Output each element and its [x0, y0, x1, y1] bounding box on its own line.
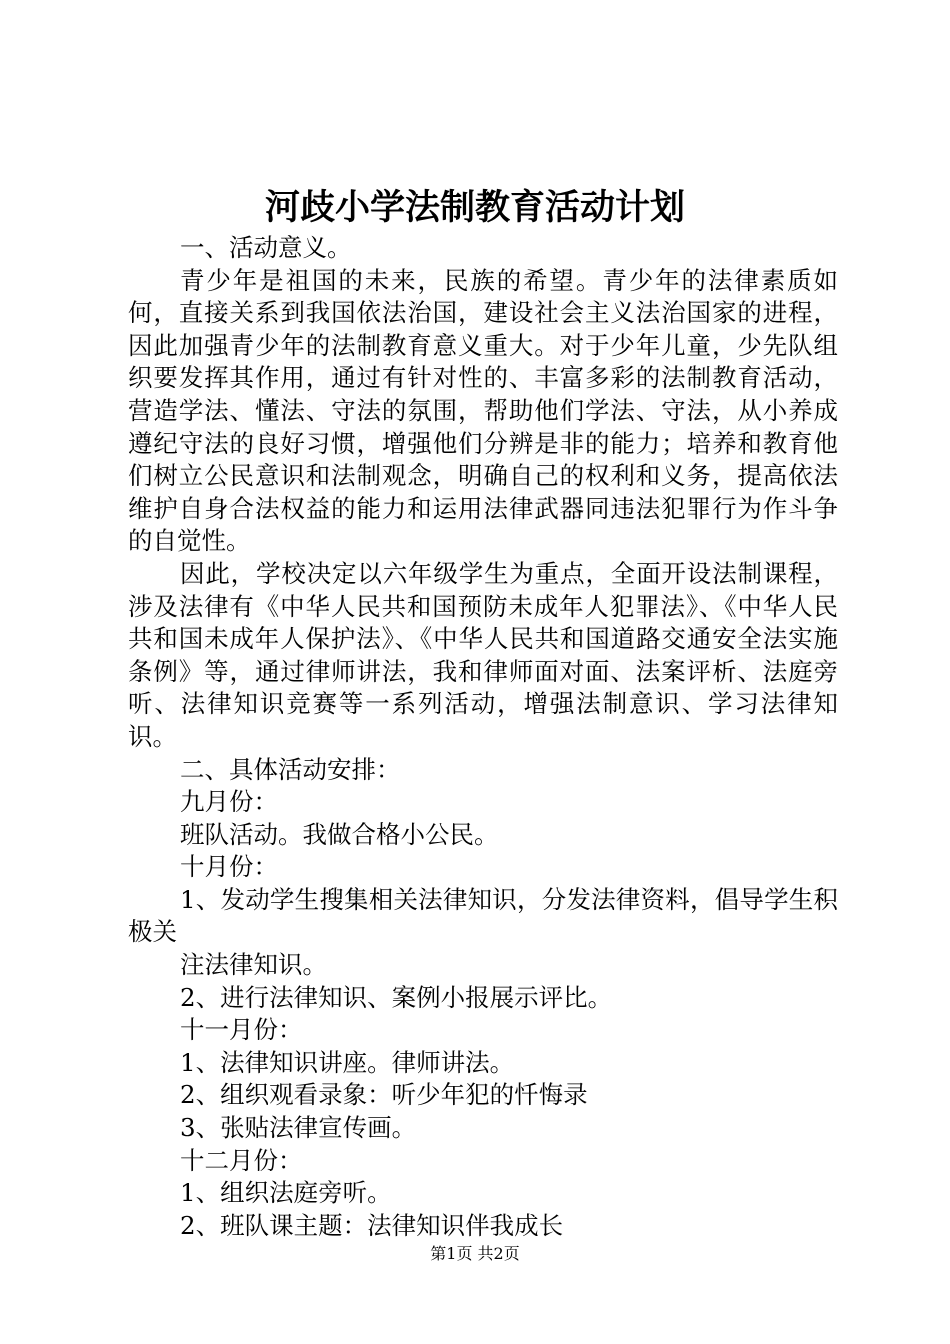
paragraph-significance: 青少年是祖国的未来，民族的希望。青少年的法律素质如何，直接关系到我国依法治国，建设社会主义法治国家的进程，因此加强青少年的法制教育意义重大。对于少年儿童，少先队组织要发挥其作用，通过有针对性的、丰富多彩的法制教育活动，营造学法、懂法、守法的氛围，帮助他们学法、守法，从小养成遵纪守法的良好习惯，增强他们分辨是非的能力；培养和教育他们树立公民意识和法制观念，明确自己的权利和义务，提高依法维护自身合法权益的能力和运用法律武器同违法犯罪行为作斗争的自觉性。 — [128, 265, 838, 556]
document-title: 河歧小学法制教育活动计划 — [264, 187, 685, 228]
paragraph-december: 十二月份： — [180, 1145, 303, 1175]
paragraph-october: 十月份： — [180, 852, 278, 882]
paragraph-october-item-1: 1、发动学生搜集相关法律知识，分发法律资料，倡导学生积极关 — [128, 884, 838, 947]
document-body — [128, 232, 838, 1242]
paragraph-november-item-1: 1、法律知识讲座。律师讲法。 — [180, 1047, 515, 1077]
page-footer: 第1页 共2页 — [430, 1244, 520, 1263]
paragraph-november: 十一月份： — [180, 1015, 303, 1045]
paragraph-section-1-heading: 一、活动意义。 — [180, 233, 352, 262]
paragraph-october-item-2: 2、进行法律知识、案例小报展示评比。 — [180, 982, 613, 1012]
paragraph-september-activity: 班队活动。我做合格小公民。 — [180, 819, 499, 849]
paragraph-september: 九月份： — [180, 787, 278, 817]
paragraph-school-plan: 因此，学校决定以六年级学生为重点，全面开设法制课程，涉及法律有《中华人民共和国预防未成年人犯罪法》、《中华人民共和国未成年人保护法》、《中华人民共和国道路交通安全法实施条例》等，通过律师讲法，我和律师面对面、法案评析、法庭旁听、法律知识竞赛等一系列活动，增强法制意识、学习法律知识。 — [128, 558, 838, 751]
paragraph-october-item-1-cont: 注法律知识。 — [180, 950, 327, 980]
paragraph-november-item-3: 3、张贴法律宣传画。 — [180, 1113, 417, 1143]
paragraph-november-item-2: 2、组织观看录象：听少年犯的忏悔录 — [180, 1080, 588, 1110]
paragraph-december-item-1: 1、组织法庭旁听。 — [180, 1178, 392, 1208]
paragraph-section-2-heading: 二、具体活动安排： — [180, 754, 401, 784]
paragraph-december-item-2: 2、班队课主题：法律知识伴我成长 — [180, 1210, 564, 1240]
